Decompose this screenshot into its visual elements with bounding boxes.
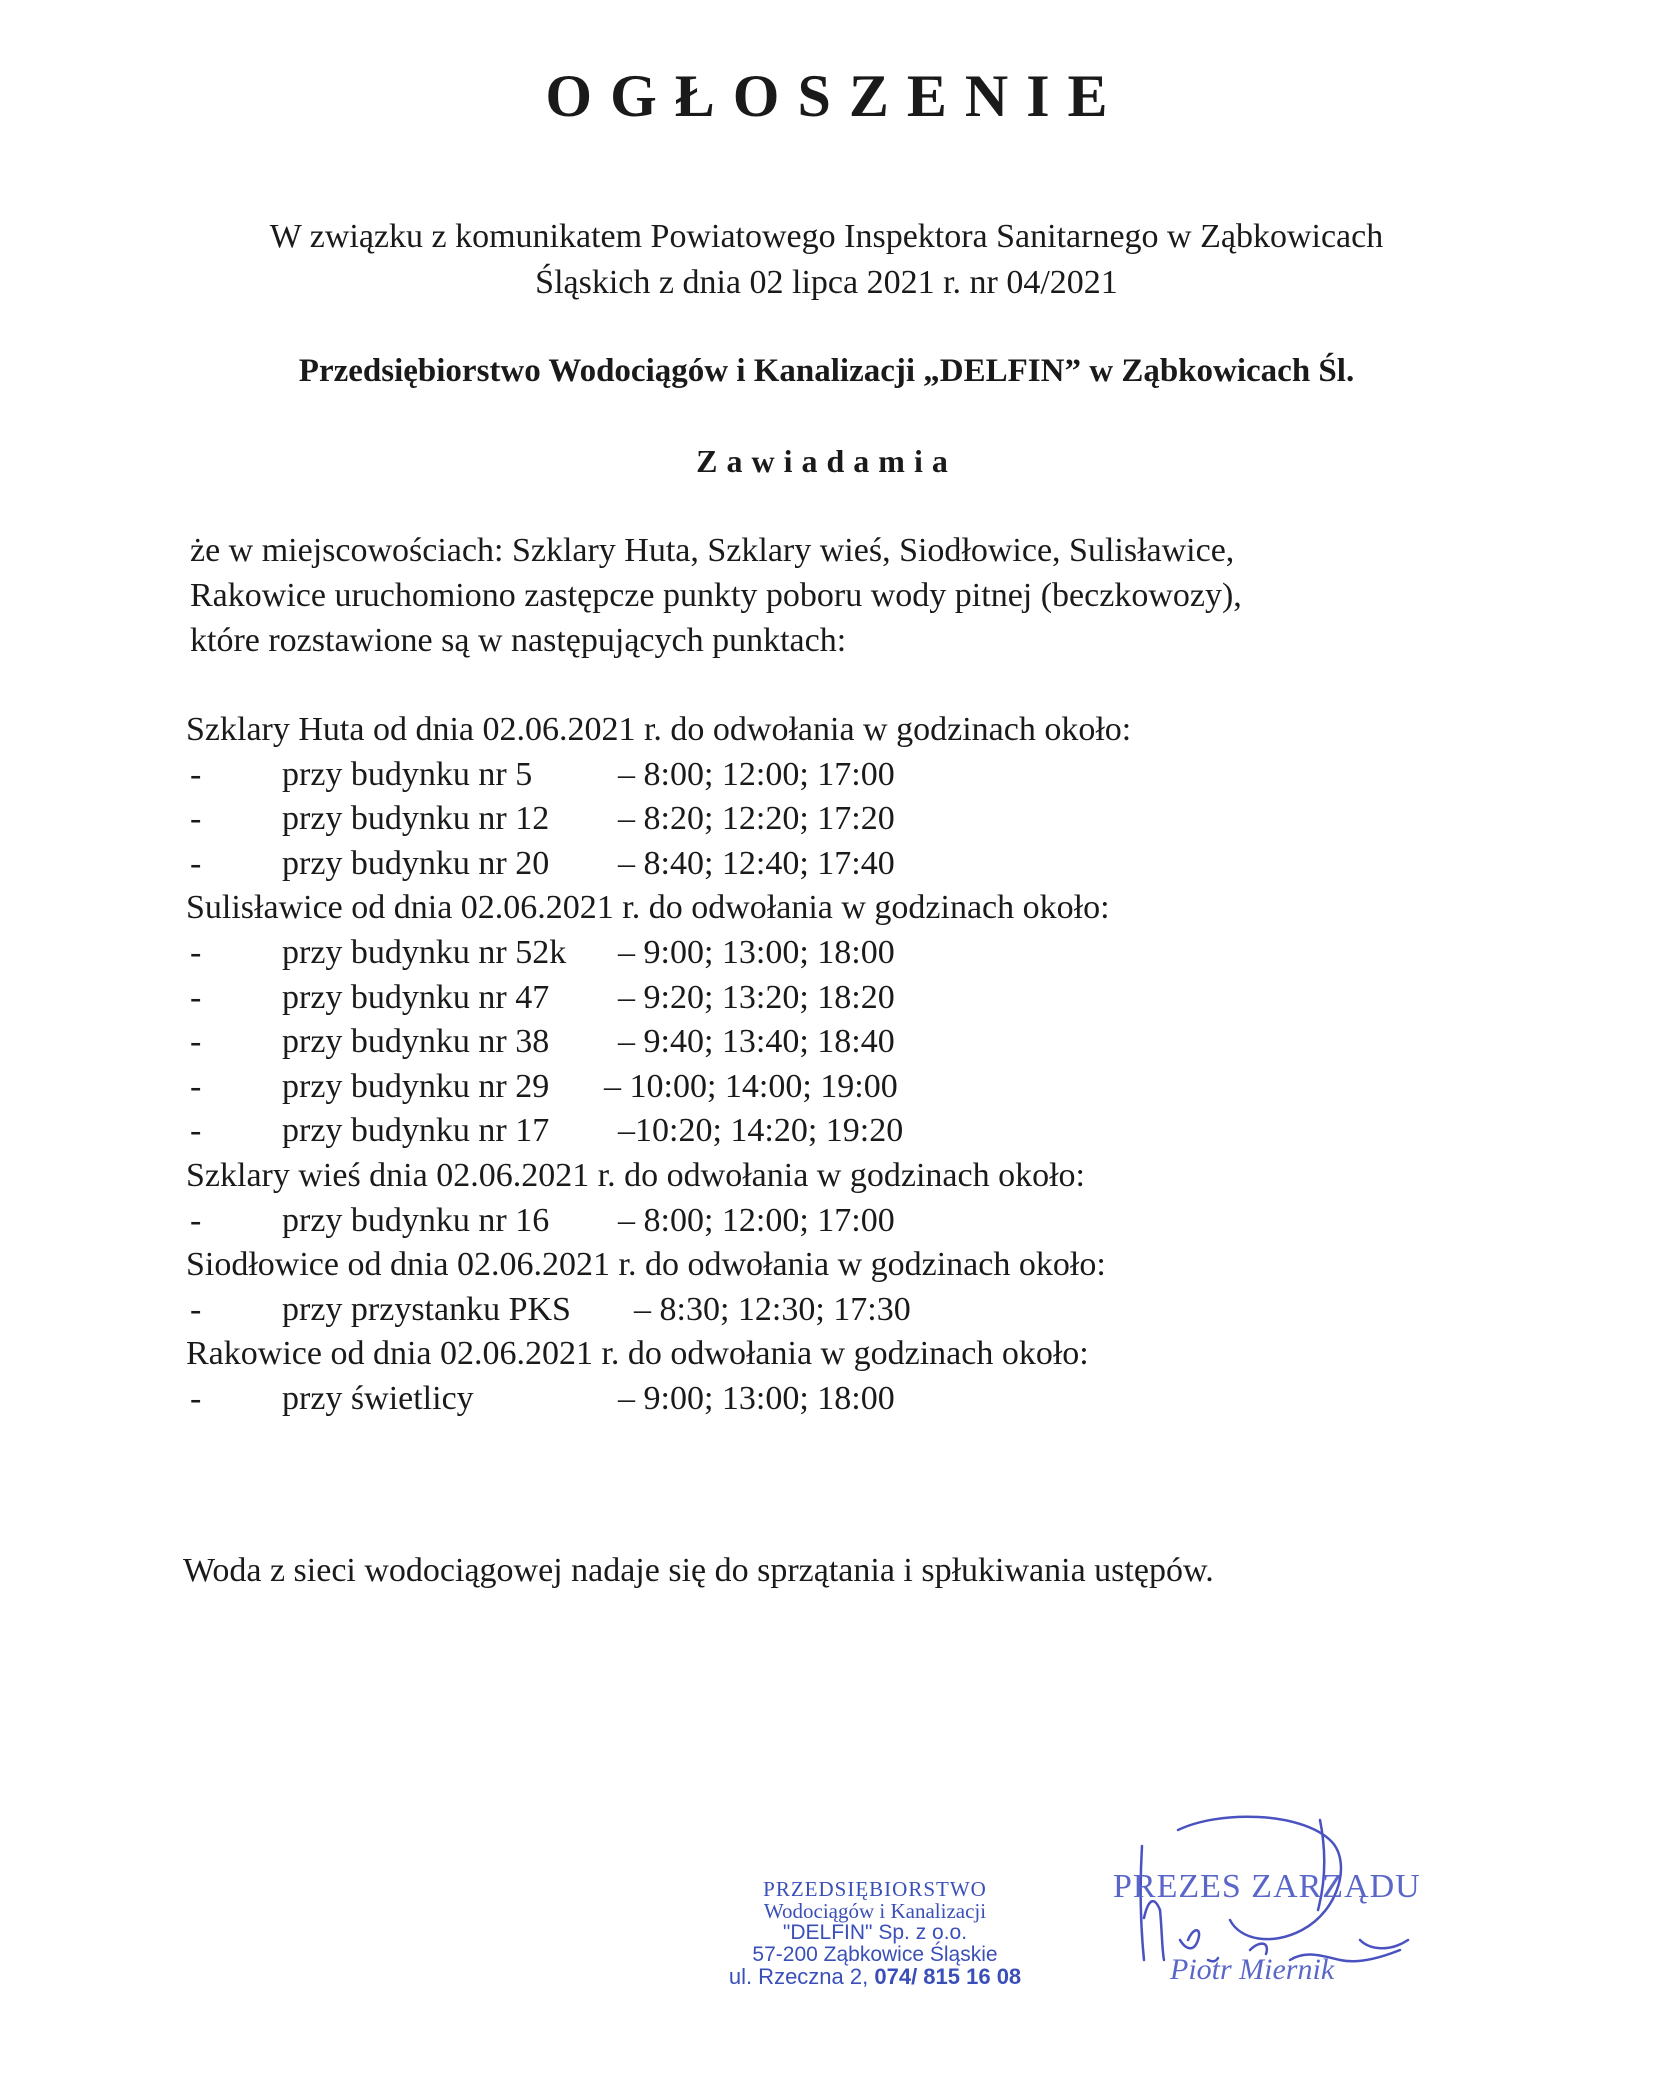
stop-place: przy budynku nr 5 [282,755,533,793]
location-heading: Sulisławice od dnia 02.06.2021 r. do odwołania w godzinach około: [186,889,1110,927]
document-title: OGŁOSZENIE [545,63,1126,129]
stop-row [186,1288,1131,1333]
stop-row [186,931,1131,976]
intro-text [150,214,1503,306]
stop-row [186,1377,1131,1422]
stop-dash: - [190,933,202,971]
paragraph-line: które rozstawione są w następujących punktach: [190,622,847,659]
stop-place: przy świetlicy [282,1379,474,1417]
stop-times: – 10:00; 14:00; 19:00 [604,1067,898,1105]
stop-place: przy przystanku PKS [282,1290,571,1328]
stop-times: – 8:00; 12:00; 17:00 [618,1201,895,1239]
stop-row [186,1199,1131,1244]
intro-line: W związku z komunikatem Powiatowego Inspektora Sanitarnego w Ząbkowicach [269,218,1384,255]
paragraph-line: Rakowice uruchomiono zastępcze punkty poboru wody pitnej (beczkowozy), [190,577,1242,614]
company-stamp [700,1878,1050,1988]
stop-times: – 9:40; 13:40; 18:40 [618,1023,895,1061]
stop-times: – 9:00; 13:00; 18:00 [618,933,895,971]
stop-place: przy budynku nr 17 [282,1112,550,1150]
stop-dash: - [190,978,202,1016]
stop-dash: - [190,844,202,882]
paragraph-line: że w miejscowościach: Szklary Huta, Szklary wieś, Siodłowice, Sulisławice, [190,532,1235,569]
stop-place: przy budynku nr 29 [282,1067,550,1105]
stop-dash: - [190,1023,202,1061]
stop-dash: - [190,1067,202,1105]
stop-dash: - [190,755,202,793]
stop-place: przy budynku nr 20 [282,844,550,882]
stop-times: – 8:00; 12:00; 17:00 [618,755,895,793]
stop-times: – 8:30; 12:30; 17:30 [634,1290,911,1328]
footer-note: Woda z sieci wodociągowej nadaje się do sprzątania i spłukiwania ustępów. [183,1552,1214,1589]
stamp-line [700,1966,1050,1988]
stop-times: – 9:20; 13:20; 18:20 [618,978,895,1016]
stop-row [186,1109,1131,1154]
stop-times: – 9:00; 13:00; 18:00 [618,1379,895,1417]
schedule-list [186,708,1131,1422]
notify-heading: Zawiadamia [696,443,957,479]
stop-place: przy budynku nr 38 [282,1023,550,1061]
stop-place: przy budynku nr 12 [282,800,550,838]
company-name: Przedsiębiorstwo Wodociągów i Kanalizacji „DELFIN” w Ząbkowicach Śl. [298,353,1355,389]
stop-row [186,797,1131,842]
stop-times: – 8:40; 12:40; 17:40 [618,844,895,882]
signature-title: PREZES ZARZĄDU [1113,1868,1421,1905]
announcement-paragraph [190,528,1242,663]
stop-place: przy budynku nr 47 [282,978,550,1016]
location-heading: Siodłowice od dnia 02.06.2021 r. do odwołania w godzinach około: [186,1246,1106,1284]
stamp-line: PRZEDSIĘBIORSTWO [763,1877,987,1901]
stamp-phone: 074/ 815 16 08 [874,1964,1022,1989]
stamp-line: Wodociągów i Kanalizacji [763,1899,987,1923]
stop-times: –10:20; 14:20; 19:20 [618,1112,904,1150]
stamp-line: "DELFIN" Sp. z o.o. [782,1921,968,1944]
stop-row [186,1020,1131,1065]
stop-row [186,842,1131,887]
stop-times: – 8:20; 12:20; 17:20 [618,800,895,838]
stop-place: przy budynku nr 16 [282,1201,550,1239]
stop-row [186,976,1131,1021]
stop-dash: - [190,1290,202,1328]
stop-row [186,753,1131,798]
stamp-line: 57-200 Ząbkowice Śląskie [752,1943,998,1966]
intro-line: Śląskich z dnia 02 lipca 2021 r. nr 04/2021 [535,264,1118,301]
location-heading: Szklary Huta od dnia 02.06.2021 r. do odwołania w godzinach około: [186,711,1132,748]
stop-dash: - [190,1201,202,1239]
stop-row [186,1065,1131,1110]
stamp-address: ul. Rzeczna 2, [728,1964,869,1989]
signature-name: Piotr Miernik [1170,1953,1335,1986]
stop-place: przy budynku nr 52k [282,933,567,971]
stop-dash: - [190,1379,202,1417]
location-heading: Rakowice od dnia 02.06.2021 r. do odwołania w godzinach około: [186,1335,1089,1373]
location-heading: Szklary wieś dnia 02.06.2021 r. do odwołania w godzinach około: [186,1156,1085,1194]
stop-dash: - [190,800,202,838]
stop-dash: - [190,1112,202,1150]
